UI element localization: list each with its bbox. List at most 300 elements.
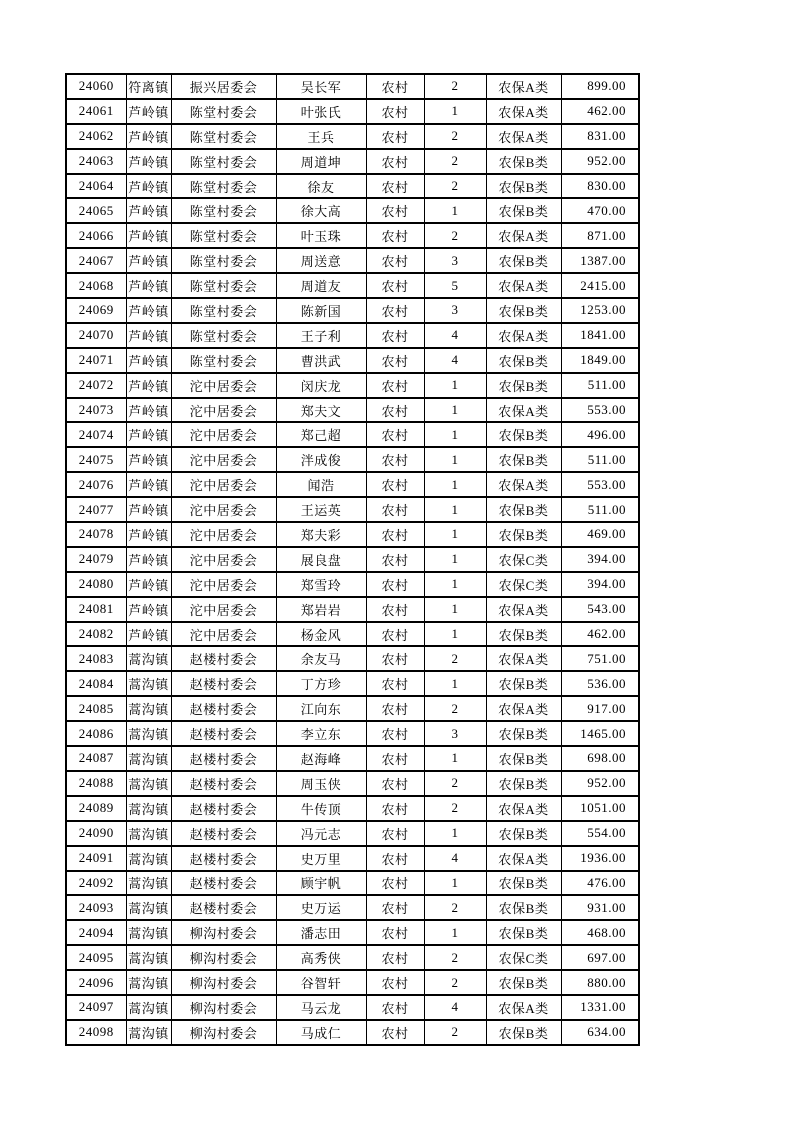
table-row [66, 970, 639, 995]
amount-cell: 1331.00 [561, 995, 639, 1020]
category-cell: 农村 [366, 746, 424, 771]
serial-cell: 24061 [66, 99, 126, 124]
person-name-cell: 展良盘 [276, 547, 366, 572]
person-count-cell: 1 [424, 572, 486, 597]
amount-cell: 470.00 [561, 198, 639, 223]
town-cell: 符离镇 [126, 74, 171, 99]
table-row [66, 422, 639, 447]
insurance-class-cell: 农保A类 [486, 846, 561, 871]
amount-cell: 496.00 [561, 422, 639, 447]
person-count-cell: 4 [424, 846, 486, 871]
insurance-class-cell: 农保B类 [486, 248, 561, 273]
category-cell: 农村 [366, 1020, 424, 1045]
serial-cell: 24073 [66, 398, 126, 423]
town-cell: 芦岭镇 [126, 422, 171, 447]
table-row [66, 373, 639, 398]
person-name-cell: 潘志田 [276, 920, 366, 945]
village-committee-cell: 陈堂村委会 [171, 149, 276, 174]
table-row [66, 547, 639, 572]
serial-cell: 24086 [66, 721, 126, 746]
category-cell: 农村 [366, 497, 424, 522]
table-row [66, 398, 639, 423]
person-name-cell: 泮成俊 [276, 447, 366, 472]
serial-cell: 24087 [66, 746, 126, 771]
table-row [66, 198, 639, 223]
table-row [66, 597, 639, 622]
person-count-cell: 4 [424, 323, 486, 348]
amount-cell: 1841.00 [561, 323, 639, 348]
village-committee-cell: 沱中居委会 [171, 572, 276, 597]
category-cell: 农村 [366, 871, 424, 896]
person-name-cell: 郑夫文 [276, 398, 366, 423]
category-cell: 农村 [366, 248, 424, 273]
table-row [66, 348, 639, 373]
amount-cell: 511.00 [561, 497, 639, 522]
amount-cell: 1253.00 [561, 298, 639, 323]
serial-cell: 24070 [66, 323, 126, 348]
serial-cell: 24079 [66, 547, 126, 572]
category-cell: 农村 [366, 646, 424, 671]
person-count-cell: 3 [424, 248, 486, 273]
village-committee-cell: 振兴居委会 [171, 74, 276, 99]
person-name-cell: 李立东 [276, 721, 366, 746]
town-cell: 芦岭镇 [126, 298, 171, 323]
serial-cell: 24097 [66, 995, 126, 1020]
amount-cell: 543.00 [561, 597, 639, 622]
town-cell: 蒿沟镇 [126, 646, 171, 671]
amount-cell: 952.00 [561, 771, 639, 796]
amount-cell: 553.00 [561, 398, 639, 423]
town-cell: 芦岭镇 [126, 248, 171, 273]
insurance-class-cell: 农保B类 [486, 149, 561, 174]
insurance-class-cell: 农保B类 [486, 298, 561, 323]
person-count-cell: 2 [424, 1020, 486, 1045]
person-name-cell: 郑己超 [276, 422, 366, 447]
insurance-class-cell: 农保A类 [486, 99, 561, 124]
insurance-class-cell: 农保B类 [486, 671, 561, 696]
insurance-class-cell: 农保A类 [486, 273, 561, 298]
category-cell: 农村 [366, 174, 424, 199]
serial-cell: 24063 [66, 149, 126, 174]
category-cell: 农村 [366, 846, 424, 871]
insurance-class-cell: 农保B类 [486, 746, 561, 771]
insurance-class-cell: 农保C类 [486, 547, 561, 572]
village-committee-cell: 赵楼村委会 [171, 871, 276, 896]
insurance-class-cell: 农保B类 [486, 373, 561, 398]
person-name-cell: 马云龙 [276, 995, 366, 1020]
person-name-cell: 闻浩 [276, 472, 366, 497]
category-cell: 农村 [366, 198, 424, 223]
village-committee-cell: 陈堂村委会 [171, 273, 276, 298]
town-cell: 芦岭镇 [126, 447, 171, 472]
person-name-cell: 史万里 [276, 846, 366, 871]
insurance-class-cell: 农保B类 [486, 447, 561, 472]
table-row [66, 721, 639, 746]
person-count-cell: 4 [424, 995, 486, 1020]
person-name-cell: 赵海峰 [276, 746, 366, 771]
village-committee-cell: 赵楼村委会 [171, 846, 276, 871]
village-committee-cell: 赵楼村委会 [171, 895, 276, 920]
village-committee-cell: 赵楼村委会 [171, 746, 276, 771]
person-count-cell: 4 [424, 348, 486, 373]
person-name-cell: 周道友 [276, 273, 366, 298]
village-committee-cell: 沱中居委会 [171, 547, 276, 572]
person-count-cell: 3 [424, 721, 486, 746]
serial-cell: 24092 [66, 871, 126, 896]
category-cell: 农村 [366, 74, 424, 99]
category-cell: 农村 [366, 970, 424, 995]
person-count-cell: 2 [424, 223, 486, 248]
village-committee-cell: 陈堂村委会 [171, 99, 276, 124]
village-committee-cell: 沱中居委会 [171, 422, 276, 447]
insurance-class-cell: 农保B类 [486, 970, 561, 995]
amount-cell: 553.00 [561, 472, 639, 497]
insurance-class-cell: 农保A类 [486, 124, 561, 149]
table-row [66, 895, 639, 920]
serial-cell: 24091 [66, 846, 126, 871]
person-name-cell: 周玉侠 [276, 771, 366, 796]
person-name-cell: 闵庆龙 [276, 373, 366, 398]
village-committee-cell: 沱中居委会 [171, 497, 276, 522]
serial-cell: 24062 [66, 124, 126, 149]
serial-cell: 24088 [66, 771, 126, 796]
person-name-cell: 王运英 [276, 497, 366, 522]
category-cell: 农村 [366, 522, 424, 547]
village-committee-cell: 沱中居委会 [171, 398, 276, 423]
person-name-cell: 高秀侠 [276, 945, 366, 970]
person-name-cell: 周送意 [276, 248, 366, 273]
person-count-cell: 1 [424, 447, 486, 472]
town-cell: 芦岭镇 [126, 198, 171, 223]
person-count-cell: 2 [424, 796, 486, 821]
village-committee-cell: 赵楼村委会 [171, 721, 276, 746]
town-cell: 芦岭镇 [126, 373, 171, 398]
serial-cell: 24069 [66, 298, 126, 323]
village-committee-cell: 陈堂村委会 [171, 323, 276, 348]
table-row [66, 1020, 639, 1045]
person-name-cell: 曹洪武 [276, 348, 366, 373]
insurance-class-cell: 农保A类 [486, 398, 561, 423]
insurance-class-cell: 农保A类 [486, 223, 561, 248]
person-count-cell: 1 [424, 871, 486, 896]
village-committee-cell: 沱中居委会 [171, 373, 276, 398]
category-cell: 农村 [366, 298, 424, 323]
category-cell: 农村 [366, 671, 424, 696]
table-row [66, 149, 639, 174]
amount-cell: 1387.00 [561, 248, 639, 273]
town-cell: 蒿沟镇 [126, 771, 171, 796]
serial-cell: 24081 [66, 597, 126, 622]
insurance-class-cell: 农保A类 [486, 323, 561, 348]
category-cell: 农村 [366, 821, 424, 846]
village-committee-cell: 陈堂村委会 [171, 124, 276, 149]
table-row [66, 472, 639, 497]
insurance-class-cell: 农保B类 [486, 895, 561, 920]
town-cell: 蒿沟镇 [126, 846, 171, 871]
person-name-cell: 王子利 [276, 323, 366, 348]
village-committee-cell: 陈堂村委会 [171, 248, 276, 273]
person-name-cell: 丁方珍 [276, 671, 366, 696]
table-row [66, 871, 639, 896]
insurance-class-cell: 农保A类 [486, 646, 561, 671]
town-cell: 芦岭镇 [126, 174, 171, 199]
amount-cell: 1051.00 [561, 796, 639, 821]
town-cell: 蒿沟镇 [126, 746, 171, 771]
amount-cell: 899.00 [561, 74, 639, 99]
table-row [66, 273, 639, 298]
town-cell: 蒿沟镇 [126, 721, 171, 746]
person-count-cell: 5 [424, 273, 486, 298]
table-row [66, 124, 639, 149]
town-cell: 蒿沟镇 [126, 1020, 171, 1045]
town-cell: 芦岭镇 [126, 398, 171, 423]
insurance-class-cell: 农保B类 [486, 771, 561, 796]
person-name-cell: 杨金风 [276, 622, 366, 647]
serial-cell: 24077 [66, 497, 126, 522]
town-cell: 芦岭镇 [126, 124, 171, 149]
amount-cell: 831.00 [561, 124, 639, 149]
table-row [66, 223, 639, 248]
serial-cell: 24094 [66, 920, 126, 945]
serial-cell: 24095 [66, 945, 126, 970]
insurance-class-cell: 农保B类 [486, 522, 561, 547]
insurance-class-cell: 农保A类 [486, 995, 561, 1020]
village-committee-cell: 赵楼村委会 [171, 671, 276, 696]
village-committee-cell: 赵楼村委会 [171, 696, 276, 721]
person-count-cell: 1 [424, 198, 486, 223]
person-name-cell: 郑雪玲 [276, 572, 366, 597]
amount-cell: 462.00 [561, 99, 639, 124]
table-row [66, 99, 639, 124]
table-row [66, 746, 639, 771]
category-cell: 农村 [366, 99, 424, 124]
table-row [66, 248, 639, 273]
town-cell: 芦岭镇 [126, 572, 171, 597]
amount-cell: 931.00 [561, 895, 639, 920]
amount-cell: 468.00 [561, 920, 639, 945]
table-row [66, 846, 639, 871]
serial-cell: 24075 [66, 447, 126, 472]
serial-cell: 24067 [66, 248, 126, 273]
person-count-cell: 2 [424, 696, 486, 721]
person-count-cell: 2 [424, 945, 486, 970]
category-cell: 农村 [366, 422, 424, 447]
person-count-cell: 1 [424, 398, 486, 423]
person-count-cell: 2 [424, 895, 486, 920]
town-cell: 芦岭镇 [126, 547, 171, 572]
table-row [66, 447, 639, 472]
village-committee-cell: 陈堂村委会 [171, 223, 276, 248]
table-row [66, 995, 639, 1020]
person-count-cell: 1 [424, 522, 486, 547]
category-cell: 农村 [366, 572, 424, 597]
serial-cell: 24090 [66, 821, 126, 846]
records-table [65, 73, 640, 1046]
table-row [66, 696, 639, 721]
amount-cell: 697.00 [561, 945, 639, 970]
person-count-cell: 1 [424, 472, 486, 497]
category-cell: 农村 [366, 920, 424, 945]
person-count-cell: 1 [424, 422, 486, 447]
serial-cell: 24080 [66, 572, 126, 597]
category-cell: 农村 [366, 547, 424, 572]
village-committee-cell: 沱中居委会 [171, 597, 276, 622]
person-name-cell: 叶张氏 [276, 99, 366, 124]
serial-cell: 24078 [66, 522, 126, 547]
town-cell: 蒿沟镇 [126, 696, 171, 721]
serial-cell: 24060 [66, 74, 126, 99]
serial-cell: 24076 [66, 472, 126, 497]
insurance-class-cell: 农保B类 [486, 920, 561, 945]
category-cell: 农村 [366, 945, 424, 970]
table-row [66, 646, 639, 671]
town-cell: 蒿沟镇 [126, 671, 171, 696]
serial-cell: 24084 [66, 671, 126, 696]
person-count-cell: 2 [424, 970, 486, 995]
serial-cell: 24083 [66, 646, 126, 671]
person-name-cell: 牛传顶 [276, 796, 366, 821]
amount-cell: 871.00 [561, 223, 639, 248]
records-table-body [66, 74, 639, 1045]
town-cell: 蒿沟镇 [126, 920, 171, 945]
amount-cell: 554.00 [561, 821, 639, 846]
amount-cell: 2415.00 [561, 273, 639, 298]
town-cell: 芦岭镇 [126, 497, 171, 522]
amount-cell: 536.00 [561, 671, 639, 696]
village-committee-cell: 柳沟村委会 [171, 970, 276, 995]
table-row [66, 572, 639, 597]
person-name-cell: 余友马 [276, 646, 366, 671]
person-name-cell: 马成仁 [276, 1020, 366, 1045]
amount-cell: 917.00 [561, 696, 639, 721]
village-committee-cell: 沱中居委会 [171, 472, 276, 497]
person-count-cell: 1 [424, 99, 486, 124]
category-cell: 农村 [366, 373, 424, 398]
category-cell: 农村 [366, 223, 424, 248]
category-cell: 农村 [366, 124, 424, 149]
person-name-cell: 江向东 [276, 696, 366, 721]
table-row [66, 323, 639, 348]
town-cell: 蒿沟镇 [126, 970, 171, 995]
serial-cell: 24096 [66, 970, 126, 995]
town-cell: 芦岭镇 [126, 273, 171, 298]
village-committee-cell: 沱中居委会 [171, 622, 276, 647]
village-committee-cell: 赵楼村委会 [171, 796, 276, 821]
category-cell: 农村 [366, 796, 424, 821]
amount-cell: 511.00 [561, 447, 639, 472]
serial-cell: 24074 [66, 422, 126, 447]
insurance-class-cell: 农保C类 [486, 572, 561, 597]
table-row [66, 298, 639, 323]
serial-cell: 24085 [66, 696, 126, 721]
amount-cell: 1936.00 [561, 846, 639, 871]
serial-cell: 24098 [66, 1020, 126, 1045]
village-committee-cell: 赵楼村委会 [171, 821, 276, 846]
person-count-cell: 2 [424, 174, 486, 199]
serial-cell: 24064 [66, 174, 126, 199]
person-count-cell: 2 [424, 124, 486, 149]
insurance-class-cell: 农保B类 [486, 348, 561, 373]
person-count-cell: 1 [424, 547, 486, 572]
village-committee-cell: 柳沟村委会 [171, 995, 276, 1020]
category-cell: 农村 [366, 398, 424, 423]
amount-cell: 476.00 [561, 871, 639, 896]
table-row [66, 771, 639, 796]
village-committee-cell: 陈堂村委会 [171, 174, 276, 199]
table-row [66, 671, 639, 696]
insurance-class-cell: 农保B类 [486, 721, 561, 746]
town-cell: 蒿沟镇 [126, 821, 171, 846]
serial-cell: 24072 [66, 373, 126, 398]
serial-cell: 24068 [66, 273, 126, 298]
amount-cell: 880.00 [561, 970, 639, 995]
person-name-cell: 叶玉珠 [276, 223, 366, 248]
category-cell: 农村 [366, 597, 424, 622]
insurance-class-cell: 农保A类 [486, 796, 561, 821]
person-count-cell: 1 [424, 497, 486, 522]
person-name-cell: 史万运 [276, 895, 366, 920]
person-count-cell: 1 [424, 622, 486, 647]
town-cell: 蒿沟镇 [126, 796, 171, 821]
table-row [66, 522, 639, 547]
village-committee-cell: 沱中居委会 [171, 522, 276, 547]
serial-cell: 24065 [66, 198, 126, 223]
person-name-cell: 王兵 [276, 124, 366, 149]
insurance-class-cell: 农保A类 [486, 472, 561, 497]
insurance-class-cell: 农保B类 [486, 622, 561, 647]
category-cell: 农村 [366, 622, 424, 647]
person-count-cell: 2 [424, 646, 486, 671]
town-cell: 芦岭镇 [126, 223, 171, 248]
person-count-cell: 2 [424, 149, 486, 174]
table-row [66, 622, 639, 647]
person-count-cell: 3 [424, 298, 486, 323]
person-count-cell: 1 [424, 597, 486, 622]
village-committee-cell: 柳沟村委会 [171, 945, 276, 970]
amount-cell: 634.00 [561, 1020, 639, 1045]
table-row [66, 174, 639, 199]
town-cell: 芦岭镇 [126, 348, 171, 373]
person-name-cell: 徐友 [276, 174, 366, 199]
town-cell: 蒿沟镇 [126, 895, 171, 920]
serial-cell: 24082 [66, 622, 126, 647]
person-name-cell: 顾宇帆 [276, 871, 366, 896]
person-count-cell: 2 [424, 771, 486, 796]
amount-cell: 462.00 [561, 622, 639, 647]
amount-cell: 1849.00 [561, 348, 639, 373]
town-cell: 芦岭镇 [126, 149, 171, 174]
person-name-cell: 吴长军 [276, 74, 366, 99]
serial-cell: 24089 [66, 796, 126, 821]
person-count-cell: 1 [424, 746, 486, 771]
table-row [66, 821, 639, 846]
category-cell: 农村 [366, 771, 424, 796]
village-committee-cell: 陈堂村委会 [171, 348, 276, 373]
amount-cell: 469.00 [561, 522, 639, 547]
person-count-cell: 1 [424, 821, 486, 846]
village-committee-cell: 沱中居委会 [171, 447, 276, 472]
village-committee-cell: 赵楼村委会 [171, 771, 276, 796]
category-cell: 农村 [366, 696, 424, 721]
person-count-cell: 2 [424, 74, 486, 99]
person-name-cell: 周道坤 [276, 149, 366, 174]
category-cell: 农村 [366, 323, 424, 348]
category-cell: 农村 [366, 721, 424, 746]
amount-cell: 394.00 [561, 572, 639, 597]
insurance-class-cell: 农保C类 [486, 945, 561, 970]
town-cell: 蒿沟镇 [126, 945, 171, 970]
person-name-cell: 徐大高 [276, 198, 366, 223]
